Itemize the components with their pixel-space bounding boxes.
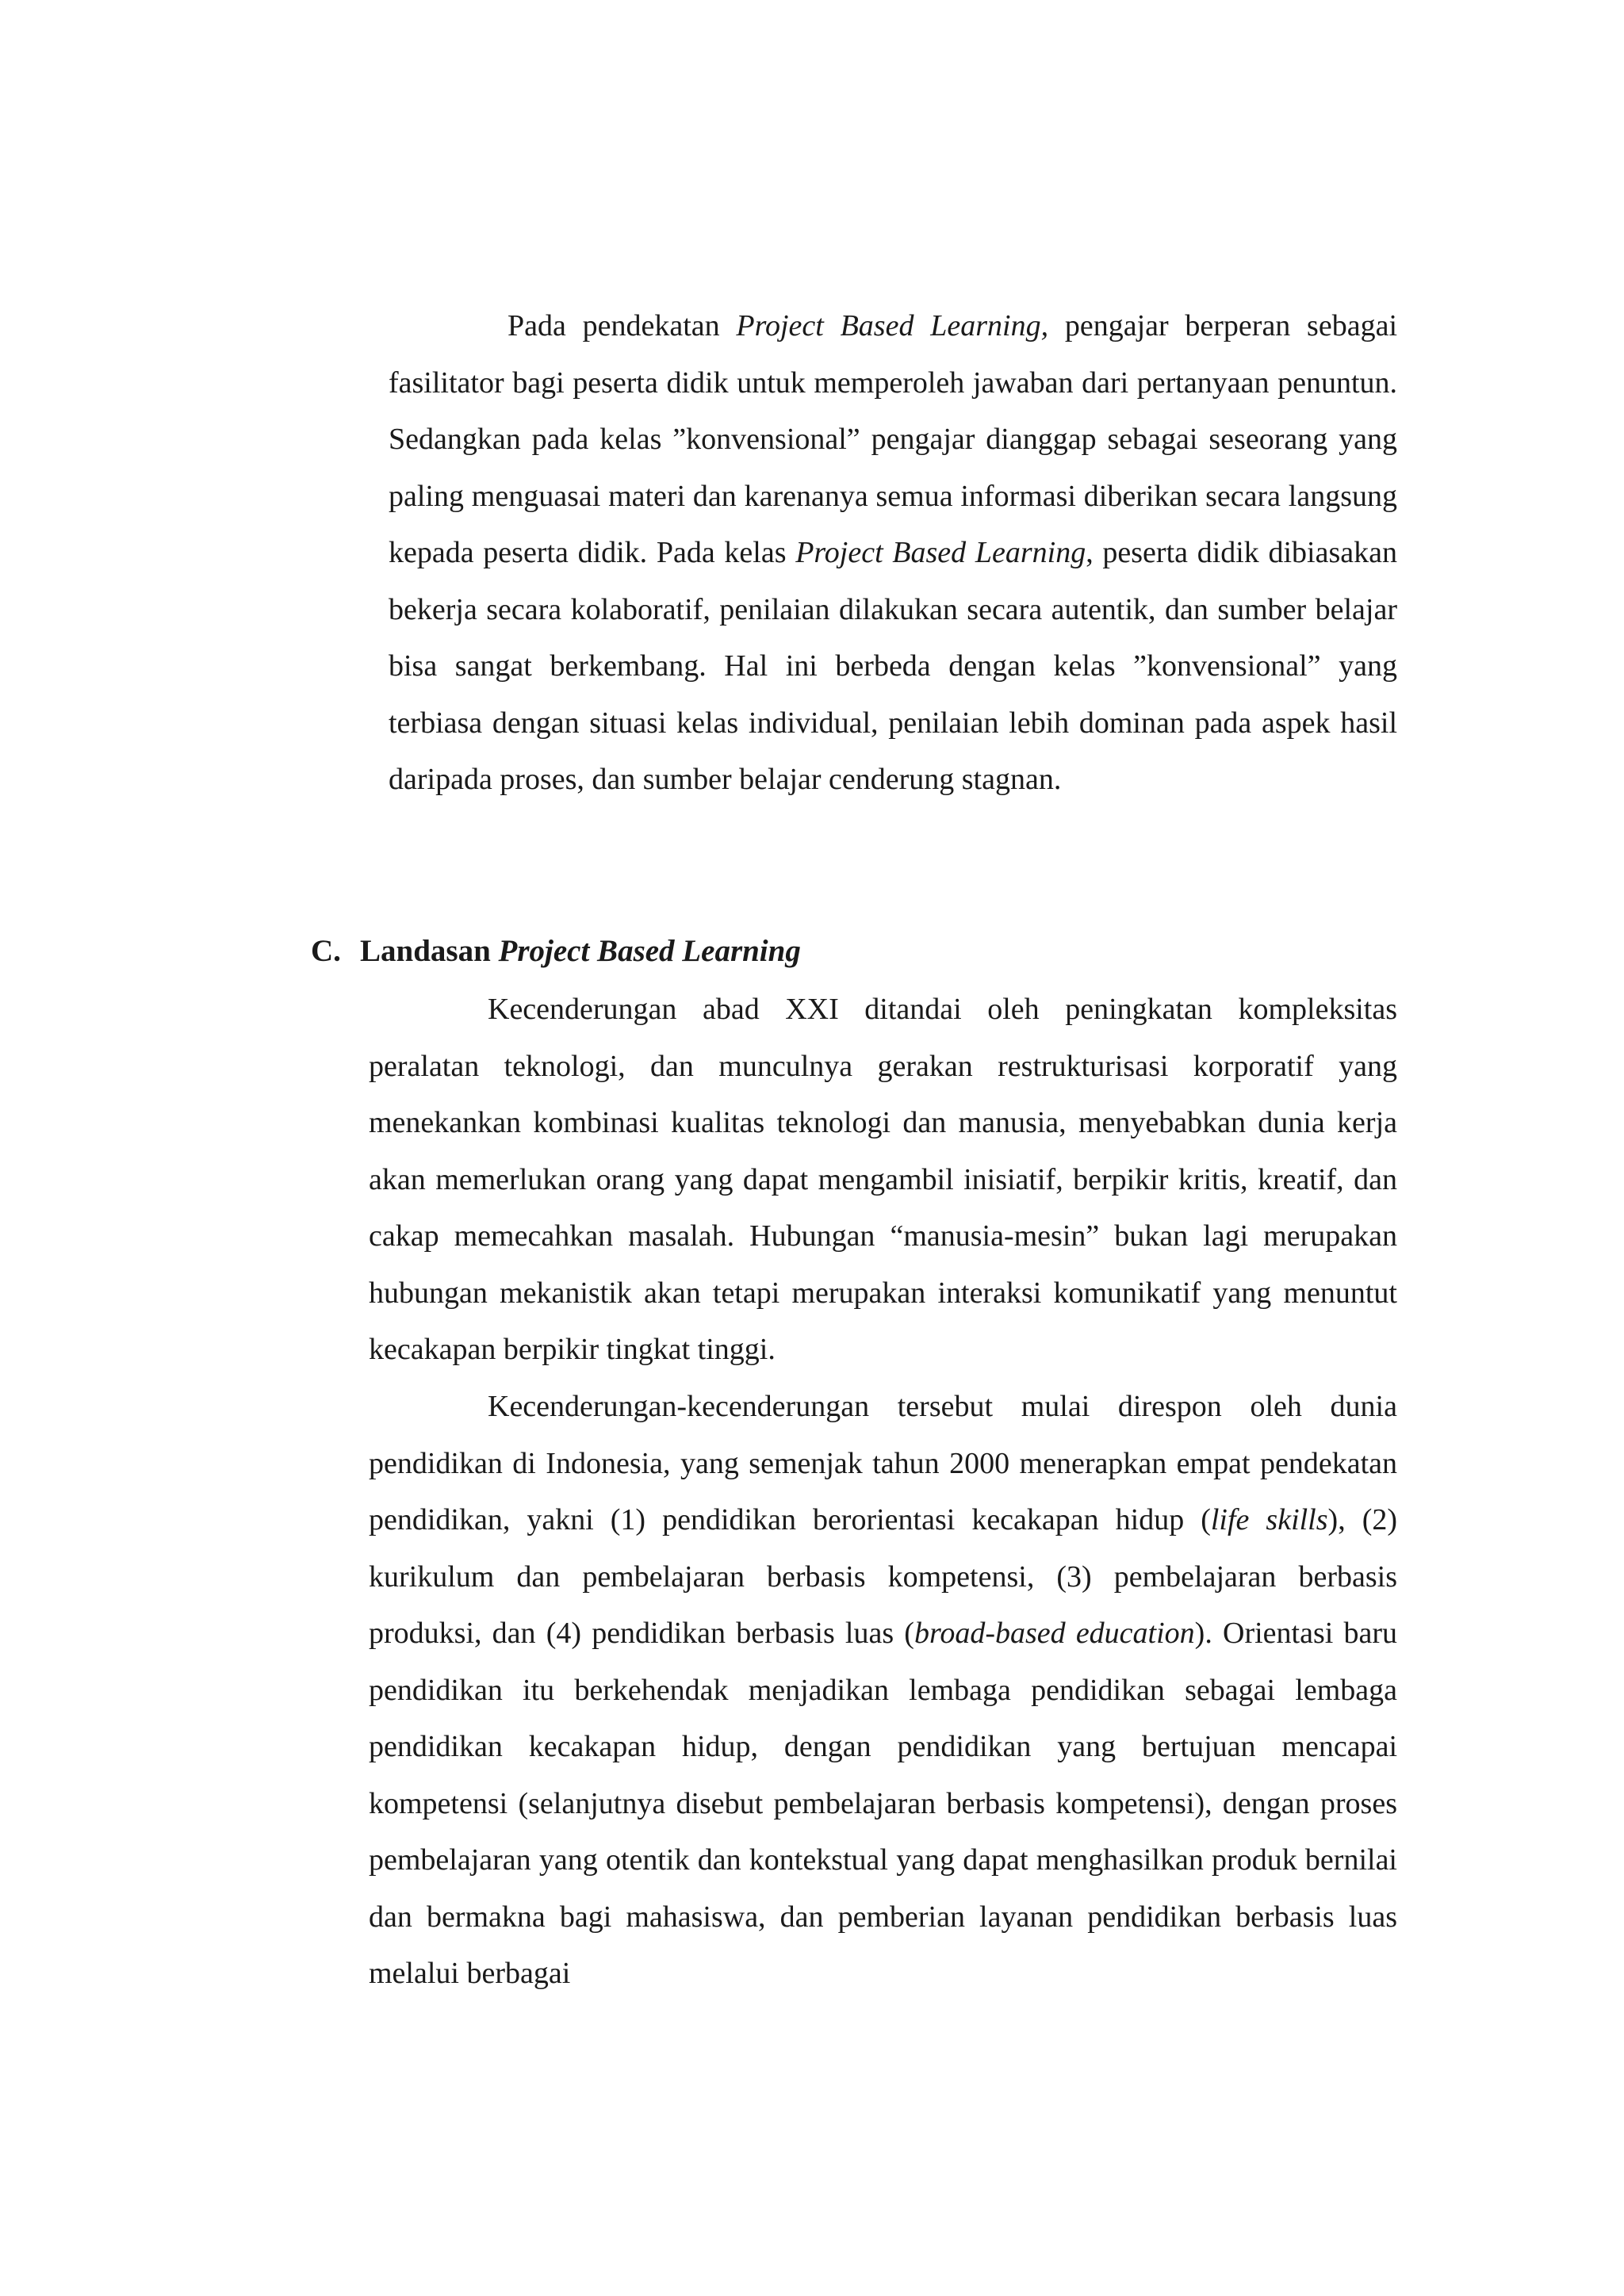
text-run: Kecenderungan-kecenderungan tersebut mulai direspon oleh dunia pendidikan di Indonesia, yang semenjak tahun 2000 menerapkan empat pendekatan pendidikan, yakni (1) pendidikan berorientasi kecakapan hidup ( bbox=[369, 1390, 1397, 1536]
paragraph-21st-century bbox=[369, 982, 1397, 1379]
text-run: ), (2) kurikulum dan pembelajaran berbasis kompetensi, (3) pembelajaran berbasis produksi, dan (4) pendidikan berbasis luas ( bbox=[369, 1503, 1398, 1650]
text-run: ). Orientasi baru pendidikan itu berkehendak menjadikan lembaga pendidikan sebagai lembaga pendidikan kecakapan hidup, dengan pendidikan yang bertujuan mencapai kompetensi (selanjutnya disebut pembelajaran berbasis kompetensi), dengan proses pembelajaran yang otentik dan kontekstual yang dapat menghasilkan produk bernilai dan bermakna bagi mahasiswa, dan pemberian layanan pendidikan berbasis luas melalui berbagai bbox=[369, 1617, 1397, 1990]
text-run: Pada pendekatan bbox=[508, 309, 737, 342]
italic-term: Project Based Learning bbox=[795, 536, 1086, 569]
text-run: Kecenderungan abad XXI ditandai oleh peningkatan kompleksitas peralatan teknologi, dan munculnya gerakan restrukturisasi korporatif yang menekankan kombinasi kualitas teknologi dan manusia, menyebabkan dunia kerja akan memerlukan orang yang dapat mengambil inisiatif, berpikir kritis, kreatif, dan cakap memecahkan masalah. Hubungan “manusia-mesin” bukan lagi merupakan hubungan mekanistik akan tetapi merupakan interaksi komunikatif yang menuntut kecakapan berpikir tingkat tinggi. bbox=[369, 993, 1397, 1366]
italic-term: Project Based Learning, bbox=[736, 309, 1049, 342]
paragraph-pbl-role bbox=[389, 298, 1397, 809]
italic-term: broad-based education bbox=[914, 1617, 1195, 1650]
text-run: pengajar berperan sebagai fasilitator bagi peserta didik untuk memperoleh jawaban dari pertanyaan penuntun. Sedangkan pada kelas ”konvensional” pengajar dianggap sebagai seseorang yang paling menguasai materi dan karenanya semua informasi diberikan secara langsung kepada peserta didik. Pada kelas bbox=[389, 309, 1398, 569]
paragraph-education-indonesia bbox=[369, 1379, 1397, 2003]
section-heading bbox=[311, 928, 801, 975]
section-title-italic: Project Based Learning bbox=[498, 934, 801, 968]
italic-term: life skills bbox=[1210, 1503, 1328, 1536]
section-number: C. bbox=[311, 934, 341, 968]
section-title: Landasan bbox=[360, 934, 499, 968]
text-run: , peserta didik dibiasakan bekerja secara kolaboratif, penilaian dilakukan secara autentik, dan sumber belajar bisa sangat berkembang. Hal ini berbeda dengan kelas ”konvensional” yang terbiasa dengan situasi kelas individual, penilaian lebih dominan pada aspek hasil daripada proses, dan sumber belajar cenderung stagnan. bbox=[389, 536, 1397, 796]
